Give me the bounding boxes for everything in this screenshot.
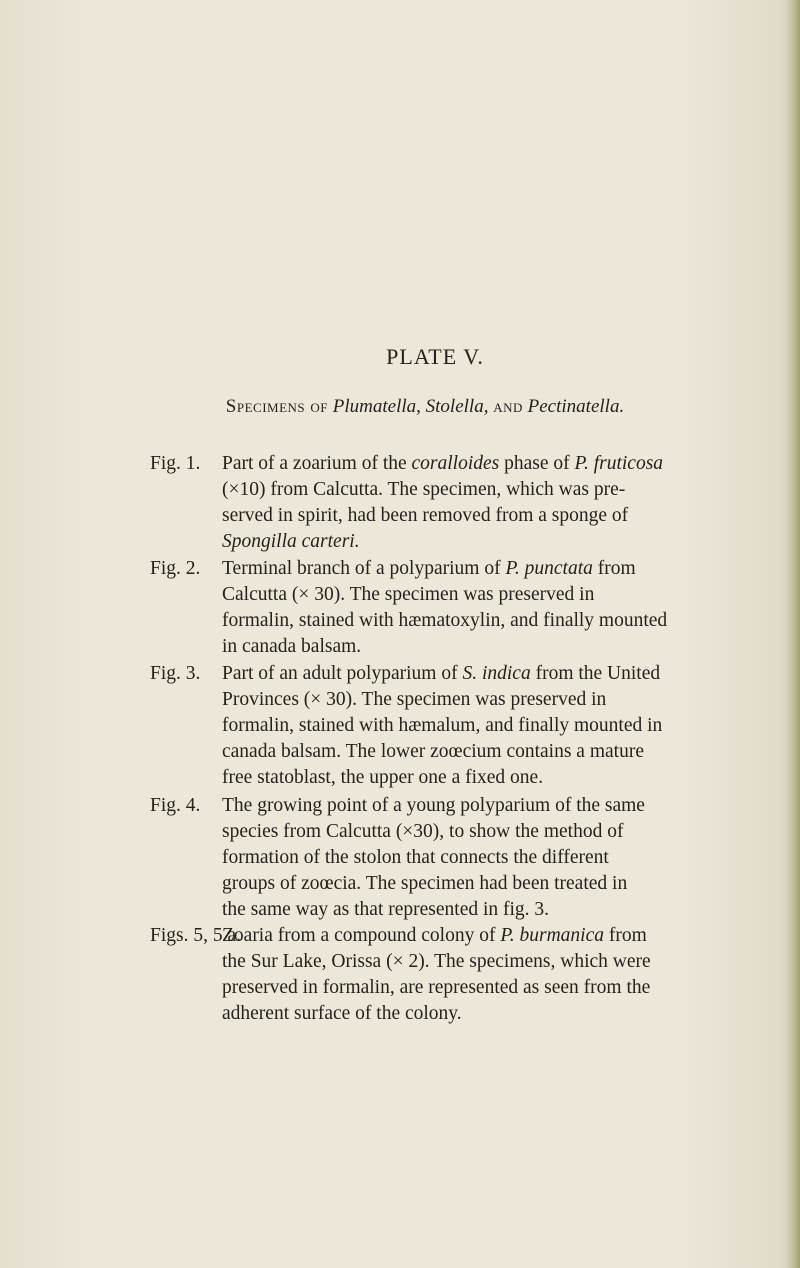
caption-line: canada balsam. The lower zoœcium contains a mature	[222, 741, 644, 762]
plate-heading	[0, 396, 800, 418]
figure-caption-5	[150, 923, 767, 1027]
heading-genus-pectinatella: Pectinatella.	[527, 396, 625, 417]
caption-line: Terminal branch of a polyparium of P. punctata from	[222, 558, 636, 579]
caption-line: formation of the stolon that connects the different	[222, 847, 609, 868]
figure-caption-2	[150, 556, 767, 660]
figure-label: Fig. 4.	[150, 795, 201, 816]
caption-line: Provinces (× 30). The specimen was preserved in	[222, 689, 607, 710]
figure-caption-4	[150, 793, 767, 923]
caption-line: (×10) from Calcutta. The specimen, which was pre-	[222, 479, 626, 500]
figure-label: Fig. 2.	[150, 558, 201, 579]
caption-line: The growing point of a young polyparium of the same	[222, 795, 645, 816]
figure-caption-3	[150, 661, 767, 791]
caption-line: Part of an adult polyparium of S. indica from the United	[222, 663, 661, 684]
figure-label: Fig. 3.	[150, 663, 201, 684]
heading-specimens-of: Specimens of	[225, 396, 329, 417]
caption-line: Calcutta (× 30). The specimen was preserved in	[222, 584, 595, 605]
page-edge	[786, 0, 800, 1268]
caption-line: free statoblast, the upper one a fixed one.	[222, 767, 544, 788]
caption-line: served in spirit, had been removed from a sponge of	[222, 505, 629, 526]
caption-line: formalin, stained with hæmalum, and finally mounted in	[222, 715, 663, 736]
caption-line: formalin, stained with hæmatoxylin, and finally mounted	[222, 610, 668, 631]
heading-genus-stolella: Stolella,	[425, 396, 489, 417]
caption-line: the Sur Lake, Orissa (× 2). The specimens, which were	[222, 951, 651, 972]
caption-line: preserved in formalin, are represented as seen from the	[222, 977, 651, 998]
plate-title: PLATE V.	[386, 344, 484, 369]
caption-line: adherent surface of the colony.	[222, 1003, 462, 1024]
figure-label: Figs. 5, 5 a.	[150, 925, 242, 946]
caption-line: species from Calcutta (×30), to show the method of	[222, 821, 624, 842]
caption-line: the same way as that represented in fig. 3.	[222, 899, 550, 920]
figure-label: Fig. 1.	[150, 453, 201, 474]
caption-line: in canada balsam.	[222, 636, 362, 657]
caption-line: Zoaria from a compound colony of P. burmanica from	[222, 925, 647, 946]
figure-caption-1	[150, 451, 767, 555]
caption-line: groups of zoœcia. The specimen had been treated in	[222, 873, 628, 894]
heading-genus-plumatella: Plumatella,	[332, 396, 421, 417]
caption-line: Part of a zoarium of the coralloides phase of P. fruticosa	[222, 453, 664, 474]
heading-and: and	[493, 396, 523, 417]
caption-line: Spongilla carteri.	[222, 531, 360, 552]
